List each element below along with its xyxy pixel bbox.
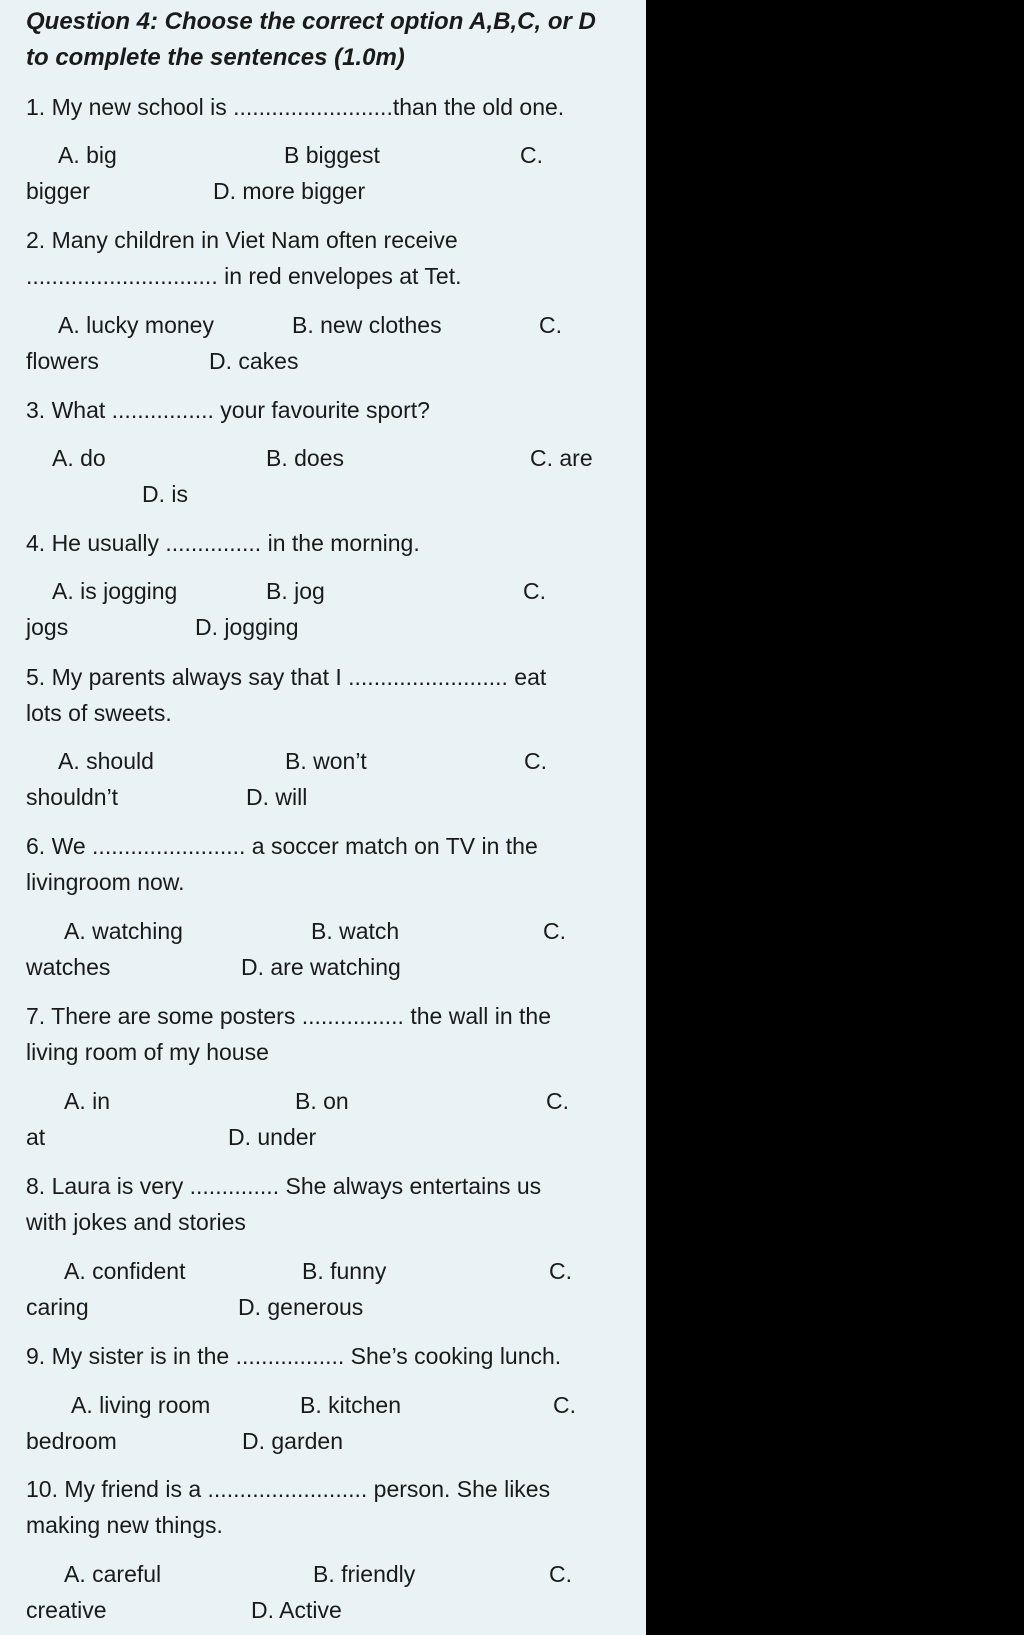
q7-option-c-label: C. <box>546 1088 569 1114</box>
q5-option-a: A. should <box>58 748 154 774</box>
question-10-text-line2: making new things. <box>26 1512 223 1538</box>
q2-option-c-text: flowers <box>26 348 99 374</box>
question-10-text-line1: 10. My friend is a ......................... person. She likes <box>26 1476 551 1502</box>
q5-option-d: D. will <box>246 784 308 810</box>
q10-option-b: B. friendly <box>313 1561 416 1587</box>
q5-option-c-label: C. <box>524 748 547 774</box>
q3-option-b: B. does <box>266 445 344 471</box>
q2-option-c-label: C. <box>539 312 562 338</box>
question-8-text-line1: 8. Laura is very .............. She always entertains us <box>26 1173 542 1199</box>
q8-option-d: D. generous <box>238 1294 364 1320</box>
q10-option-a: A. careful <box>64 1561 162 1587</box>
q2-option-b: B. new clothes <box>292 312 442 338</box>
question-heading-line1: Question 4: Choose the correct option A,B,C, or D <box>26 8 596 35</box>
question-heading-line2: to complete the sentences (1.0m) <box>26 44 405 71</box>
q10-option-c-text: creative <box>26 1597 107 1623</box>
question-6-text-line1: 6. We ........................ a soccer match on TV in the <box>26 833 538 859</box>
q5-option-b: B. won’t <box>285 748 367 774</box>
question-7-text-line1: 7. There are some posters ................ the wall in the <box>26 1003 551 1029</box>
q4-option-d: D. jogging <box>195 614 299 640</box>
q1-option-c-text: bigger <box>26 178 90 204</box>
q4-option-b: B. jog <box>266 578 325 604</box>
q3-option-d: D. is <box>142 481 188 507</box>
q9-option-c-label: C. <box>553 1392 576 1418</box>
question-5-text-line1: 5. My parents always say that I ......................... eat <box>26 664 547 690</box>
question-7-text-line2: living room of my house <box>26 1039 269 1065</box>
q1-option-a: A. big <box>58 142 117 168</box>
question-5-text-line2: lots of sweets. <box>26 700 172 726</box>
q9-option-a: A. living room <box>71 1392 211 1418</box>
q6-option-d: D. are watching <box>241 954 401 980</box>
q10-option-d: D. Active <box>251 1597 342 1623</box>
q6-option-b: B. watch <box>311 918 400 944</box>
question-1-text: 1. My new school is .........................than the old one. <box>26 94 565 120</box>
q4-option-c-text: jogs <box>26 614 69 640</box>
q3-option-a: A. do <box>52 445 106 471</box>
q4-option-c-label: C. <box>523 578 546 604</box>
q9-option-c-text: bedroom <box>26 1428 117 1454</box>
question-8-text-line2: with jokes and stories <box>26 1209 246 1235</box>
question-3-text: 3. What ................ your favourite sport? <box>26 397 430 423</box>
q3-option-c: C. are <box>530 445 593 471</box>
q1-option-d: D. more bigger <box>213 178 366 204</box>
q9-option-b: B. kitchen <box>300 1392 401 1418</box>
q4-option-a: A. is jogging <box>52 578 178 604</box>
question-9-text: 9. My sister is in the ................. She’s cooking lunch. <box>26 1343 562 1369</box>
q2-option-d: D. cakes <box>209 348 299 374</box>
q7-option-c-text: at <box>26 1124 46 1150</box>
question-4-text: 4. He usually ............... in the morning. <box>26 530 420 556</box>
q8-option-a: A. confident <box>64 1258 186 1284</box>
q6-option-c-label: C. <box>543 918 566 944</box>
q6-option-a: A. watching <box>64 918 183 944</box>
q7-option-b: B. on <box>295 1088 349 1114</box>
question-2-text-line1: 2. Many children in Viet Nam often receive <box>26 227 458 253</box>
q8-option-c-label: C. <box>549 1258 572 1284</box>
question-6-text-line2: livingroom now. <box>26 869 185 895</box>
q8-option-c-text: caring <box>26 1294 89 1320</box>
q7-option-d: D. under <box>228 1124 317 1150</box>
q2-option-a: A. lucky money <box>58 312 214 338</box>
q9-option-d: D. garden <box>242 1428 344 1454</box>
q1-option-c-label: C. <box>520 142 543 168</box>
q10-option-c-label: C. <box>549 1561 572 1587</box>
q5-option-c-text: shouldn’t <box>26 784 119 810</box>
question-2-text-line2: .............................. in red envelopes at Tet. <box>26 263 462 289</box>
q6-option-c-text: watches <box>26 954 111 980</box>
q1-option-b: B biggest <box>284 142 380 168</box>
q8-option-b: B. funny <box>302 1258 387 1284</box>
q7-option-a: A. in <box>64 1088 111 1114</box>
